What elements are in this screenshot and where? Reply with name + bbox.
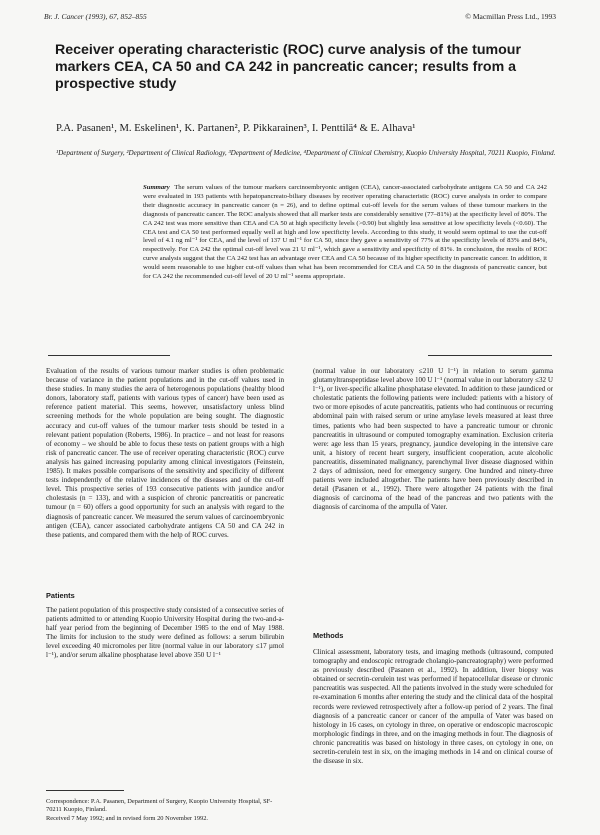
- summary-label: Summary: [143, 184, 170, 191]
- summary-rule-left: [48, 355, 170, 356]
- intro-paragraph: Evaluation of the results of various tumour marker studies is often problematic because of variance in the patient populations and in the cut-off values used in these studies. In many studies the aera of heterogenous populations (healthy blood donors, laboratory staff, patients with various types of cancer) have been used as reference patient material. This seems, however, unsatisfactory unless blind screening methods for the whole population are being sought. The diagnostic accuracy and cut-off values of the tumour marker tests should be tested in a relevant patient population (Roberts, 1986). In practice – and not least for reasons of economy – we should be able to focus these tests on patient groups with a high risk of pancreatic cancer. The use of receiver operating characteristic (ROC) curve analysis has gained increasing popularity among clinical investigators (Feinstein, 1985). It makes possible comparisons of the sensitivity and specificity of different tests independently of the relative incidences of the diseases and of the cut-off level. This prospective series of 193 consecutive patients with jaundice and/or cholestasis (n = 133), and with a suspicion of chronic pancreatitis or pancreatic tumour (n = 60) offers a good opportunity for such an analysis with regard to the diagnosis of pancreatic cancer. We measured the serum values of carcinoembryonic antigen (CEA), cancer associated carbohydrate antigens CA 50 and CA 242 in these patients, and compared them with the help of ROC curves.: [46, 367, 284, 539]
- copyright-notice: © Macmillan Press Ltd., 1993: [465, 12, 556, 21]
- article-title: Receiver operating characteristic (ROC) curve analysis of the tumour markers CEA, CA 50 and CA 242 in pancreatic cancer; results from a prospective study: [55, 42, 521, 92]
- patients-heading: Patients: [46, 591, 75, 600]
- summary-abstract: [143, 184, 547, 282]
- author-list: P.A. Pasanen¹, M. Eskelinen¹, K. Partanen², P. Pikkarainen³, I. Penttilä⁴ & E. Alhava¹: [56, 123, 416, 134]
- patients-paragraph: The patient population of this prospective study consisted of a consecutive series of patients admitted to or attending Kuopio University Hospital during the two-and-a-half year period from the beginning of December 1985 to the end of May 1988. The limits for inclusion to the study were defined as follows: a serum bilirubin level exceeding 40 micromoles per litre (normal value in our laboratory ≤17 µmol l⁻¹), and/or serum alkaline phosphatase level above 350 U l⁻¹: [46, 606, 284, 660]
- methods-paragraph: Clinical assessment, laboratory tests, and imaging methods (ultrasound, computed tomography and endoscopic retrograde cholangio-pancreatography) were performed as previously described (Pasanen et al., 1992). In addition, liver biopsy was obtained or secretin-cerulein test was performed if hepatocellular disease or chronic pancreatitis was suspected. All the patients involved in the study were scheduled for re-examination 6 months after entering the study and the clinical data of the hospital records were reviewed retrospectively after a follow-up period of 2 years. The final diagnosis of a pancreatic cancer or cancer of the ampulla of Vater was based on histology in 16 cases, on cytology in three, on operative or endoscopic macroscopic morphologic findings in three, and on the imaging methods in four. The diagnosis of chronic pancreatitis was based on histology in three cases, on cytology in one, on secretin-cerulein test in six, on the imaging methods in 14 and on clinical course of the disease in six.: [313, 648, 553, 766]
- right-column-methods: [313, 648, 553, 766]
- correspondence-footnote: [46, 798, 284, 823]
- right-column-continued: [313, 367, 553, 513]
- affiliations: ¹Department of Surgery, ²Department of Clinical Radiology, ³Department of Medicine, ⁴Department of Clinical Chemistry, Kuopio University Hospital, 70211 Kuopio, Finland.: [56, 149, 556, 157]
- left-column-intro: [46, 367, 284, 540]
- footnote-rule: [46, 790, 124, 791]
- left-column-patients: [46, 606, 284, 661]
- received-dates: Received 7 May 1992; and in revised form 20 November 1992.: [46, 814, 209, 822]
- inclusion-paragraph: (normal value in our laboratory ≤210 U l⁻¹) in relation to serum gamma glutamyltranspeptidase level above 100 U l⁻¹ (normal value in our laboratory ≤32 U l⁻¹), or liver-specific alkaline phosphatase elevated. In addition to these jaundiced or cholestatic patients the following patients were included: patients with a history of two or more episodes of acute pancreatitis, patients who had continuous or recurring abdominal pain with raised serum or urine amylase levels measured at least three times, patients who had been suspected to have a pancreatic tumour or chronic pancreatitis in ultrasound or computed tomography examination. Exclusion criteria were: age less than 15 years, pregnancy, jaundice developing in the intensive care unit, a history of recent heart surgery, insufficient cooperation, acute alcoholic pancreatitis, disseminated malignancy, parenchymal liver disease diagnosed within 2 days of admission, need for emergency surgery. One hundred and ninety-three patients were included altogether. The patients have been previously described in detail (Pasanen et al., 1992). There were altogether 24 patients with the final diagnosis of carcinoma of the head of the pancreas and two patients with the diagnosis of carcinoma of the ampulla of Vater.: [313, 367, 553, 512]
- correspondence-text: Correspondence: P.A. Pasanen, Department of Surgery, Kuopio University Hospital, SF-70211 Kuopio, Finland.: [46, 798, 273, 814]
- summary-rule-right: [428, 355, 552, 356]
- methods-heading: Methods: [313, 631, 344, 640]
- summary-text: The serum values of the tumour markers carcinoembryonic antigen (CEA), cancer-associated carbohydrate antigens CA 50 and CA 242 were evaluated in 193 patients with hepatopancreato-biliary diseases by receiver operating characteristic (ROC) curve analysis in order to compare their diagnostic accuracy in pancreatic cancer (n = 26), and to define optimal cut-off levels for the serum values of these tumour markers in the diagnosis of pancreatic cancer. The ROC analysis showed that all marker tests are considerably sensitive (77–81%) at the specificity level of 80%. The CA 242 test was more sensitive than CEA and CA 50 at high specificity levels (>0.90) but slightly less sensitive at low specificity levels (<0.60). The CEA test and CA 50 test performed equally well at high and low specificity levels. According to this study, it would seem optimal to use the cut-off level of 4.1 ng ml⁻¹ for CEA, and the level of 137 U ml⁻¹ for CA 50, since they gave a sensitivity of 77% at the specificity levels of 83% and 84%, respectively. For CA 242 the optimal cut-off level was 21 U ml⁻¹, which gave a sensitivity and specificity of 81%. In conclusion, the results of ROC curve analysis suggest that the CA 242 test has an advantage over CEA and CA 50 because of its higher specificity in pancreatic cancer. In addition, it would seem reasonable to use higher cut-off values than what has been recommended for CEA and CA 50 in the diagnosis of pancreatic cancer, but for CA 242 the recommended cut-off level of 20 U ml⁻¹ seems appropriate.: [143, 184, 547, 281]
- journal-citation: Br. J. Cancer (1993), 67, 852–855: [44, 12, 147, 21]
- running-header: [44, 12, 556, 21]
